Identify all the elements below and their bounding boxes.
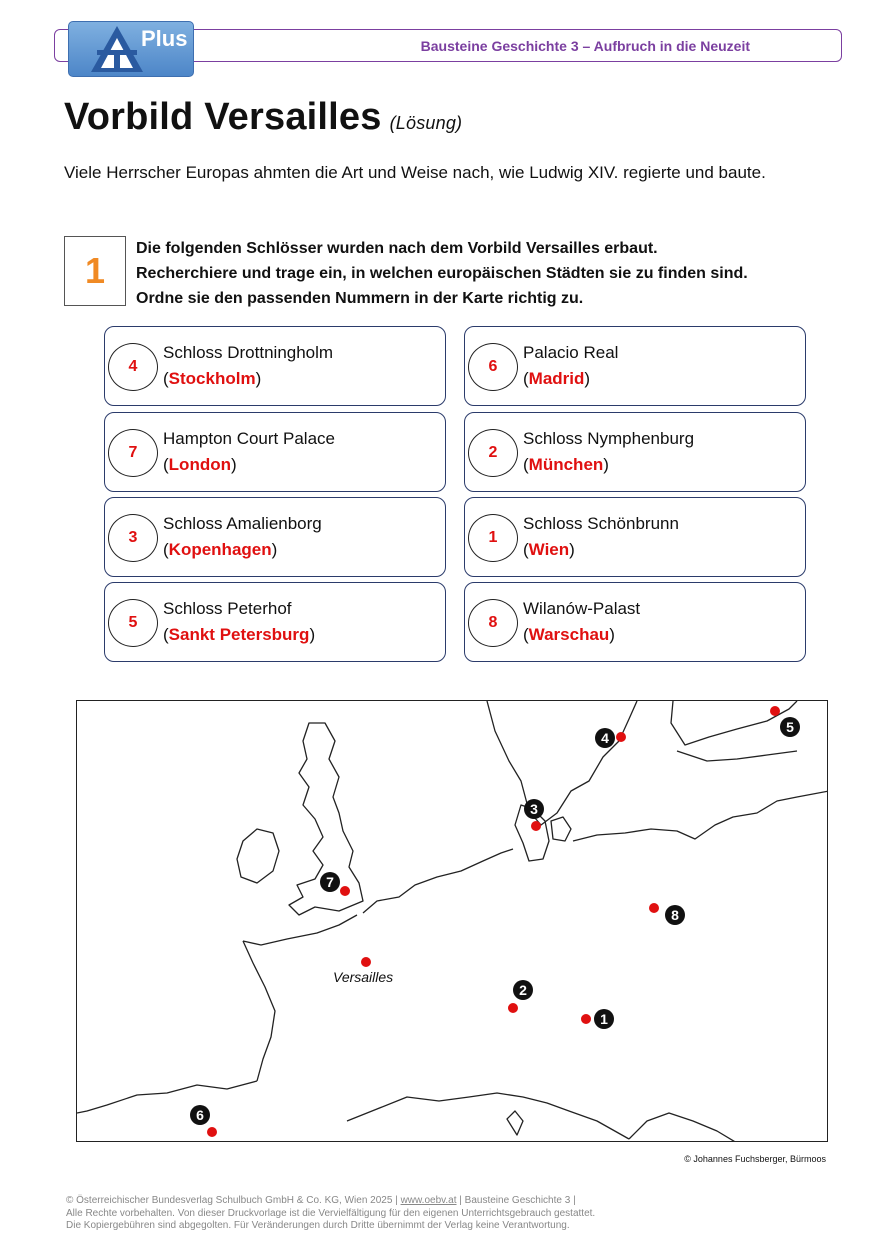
castle-city-line: (Stockholm) [163,369,262,388]
castle-name: Schloss Schönbrunn [523,514,679,533]
castle-city: Madrid [528,369,585,388]
map-marker-label: 3 [530,801,538,817]
answer-number: 7 [108,429,158,477]
map-marker [780,717,800,737]
castle-name: Schloss Amalienborg [163,514,322,533]
map-outline [77,701,828,1142]
castle-city: Kopenhagen [168,540,272,559]
task-line: Ordne sie den passenden Nummern in der Karte richtig zu. [136,290,584,307]
footer-line: Die Kopiergebühren sind abgegolten. Für Veränderungen durch Dritte übernimmt der Verlag keine Verantwortung. [66,1220,570,1231]
task-line: Die folgenden Schlösser wurden nach dem Vorbild Versailles erbaut. [136,240,658,257]
castle-name: Schloss Peterhof [163,599,292,618]
location-dot-madrid [207,1127,217,1137]
castle-card [464,326,806,406]
castle-city: Stockholm [168,369,256,388]
versailles-label: Versailles [333,969,394,985]
map-marker [594,1009,614,1029]
answer-number: 5 [108,599,158,647]
footer [66,1195,595,1233]
footer-line: Alle Rechte vorbehalten. Von dieser Druckvorlage ist die Vervielfältigung für den eigenen Unterrichtsgebrauch gestattet. [66,1207,596,1219]
task-line: Recherchiere und trage ein, in welchen europäischen Städten sie zu finden sind. [136,265,748,282]
map-marker-label: 4 [601,730,609,746]
castle-city: London [168,455,231,474]
castle-name: Schloss Nymphenburg [523,429,695,448]
intro-text: Viele Herrscher Europas ahmten die Art und Weise nach, wie Ludwig XIV. regierte und baute. [64,163,766,182]
location-dot-copenhagen [531,821,541,831]
answer-number: 4 [108,343,158,391]
castle-city: Sankt Petersburg [168,625,310,644]
task-instructions [136,236,748,311]
castle-city: Warschau [528,625,610,644]
castle-card [104,326,446,406]
answer-number: 6 [468,343,518,391]
map-marker [513,980,533,1000]
footer-text: © Österreichischer Bundesverlag Schulbuch GmbH & Co. KG, Wien 2025 | [66,1195,401,1206]
castle-city-line: (Wien) [523,540,575,559]
castle-name: Palacio Real [523,343,619,362]
map-marker-label: 6 [196,1107,204,1123]
answer-number: 1 [468,514,518,562]
versailles-dot [361,957,371,967]
castle-card [464,582,806,662]
map-credit: © Johannes Fuchsberger, Bürmoos [684,1154,826,1164]
location-dot-stockholm [616,732,626,742]
map-marker-label: 8 [671,907,679,923]
castle-name: Schloss Drottningholm [163,343,334,362]
page-title [64,96,462,139]
page-title-text: Vorbild Versailles [64,96,382,138]
castle-city-line: (London) [163,455,237,474]
map-marker [320,872,340,892]
location-dot-vienna [581,1014,591,1024]
map-marker-label: 1 [600,1011,608,1027]
castle-name: Wilanów-Palast [523,599,641,618]
header-title: Bausteine Geschichte 3 – Aufbruch in die Neuzeit [420,38,750,54]
map-marker-label: 2 [519,982,527,998]
publisher-link[interactable]: www.oebv.at [400,1195,457,1206]
map-marker [595,728,615,748]
castle-city-line: (Warschau) [523,625,615,644]
castle-card [464,412,806,492]
castle-card [104,412,446,492]
castle-city-line: (Sankt Petersburg) [163,625,316,644]
map-marker [665,905,685,925]
footer-line [66,1195,595,1208]
map-marker-label: 5 [786,719,794,735]
castle-city-line: (Madrid) [523,369,591,388]
task-number-box: 1 [64,236,126,306]
location-dot-st-petersburg [770,706,780,716]
castle-city: Wien [528,540,570,559]
castle-city-line: (München) [523,455,609,474]
footer-text: | Bausteine Geschichte 3 | [456,1195,576,1206]
answer-number: 3 [108,514,158,562]
location-dot-warsaw [649,903,659,913]
answer-number: 8 [468,599,518,647]
map-marker [190,1105,210,1125]
castle-card [464,497,806,577]
map-marker [524,799,544,819]
castle-city-line: (Kopenhagen) [163,540,278,559]
castle-card [104,582,446,662]
castle-city: München [528,455,604,474]
castle-name: Hampton Court Palace [163,429,335,448]
location-dot-munich [508,1003,518,1013]
map-markers [190,717,800,1125]
logo-text: Plus [141,26,188,51]
map-marker-label: 7 [326,874,334,890]
answer-number: 2 [468,429,518,477]
triangle-logo-icon [89,24,145,74]
castle-card [104,497,446,577]
publisher-logo [68,21,194,77]
solution-label: (Lösung) [389,113,463,133]
location-dot-london [340,886,350,896]
europe-map [76,700,828,1142]
